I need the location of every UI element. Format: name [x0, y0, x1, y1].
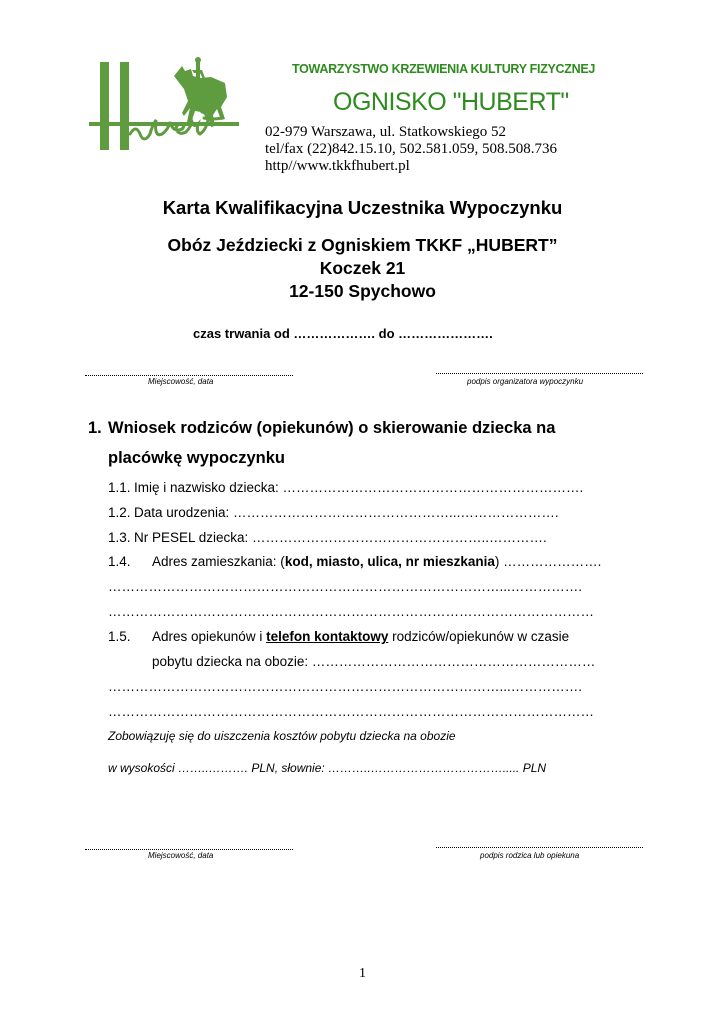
address-line-2: tel/fax (22)842.15.10, 502.581.059, 508.508.736	[265, 141, 558, 157]
item-1-3-number: 1.3.	[108, 530, 131, 545]
address-line-1: 02-979 Warszawa, ul. Statkowskiego 52	[265, 124, 506, 140]
ognisko-name: OGNISKO "HUBERT"	[333, 88, 569, 116]
parent-signature-label: podpis rodzica lub opiekuna	[480, 851, 580, 860]
home-address-dots: ) ………………….	[494, 554, 602, 569]
hubert-logo	[86, 56, 256, 156]
place-date-label-bottom: Miejscowość, data	[148, 851, 214, 860]
section-number: 1.	[88, 419, 102, 437]
signature-line-organizer	[436, 373, 643, 374]
item-1-4-number: 1.4.	[108, 554, 131, 569]
home-address-label: Adres zamieszkania: (	[152, 554, 285, 569]
address-dots-line-2: ………………………………………………………………………………………………	[108, 604, 594, 619]
address-dots-line-1: ……………………………………………………………………………...…………….	[108, 579, 583, 594]
section-heading-line1: Wniosek rodziców (opiekunów) o skierowanie dziecka na	[108, 419, 556, 437]
document-title: Karta Kwalifikacyjna Uczestnika Wypoczynku	[162, 197, 563, 218]
camp-street: Koczek 21	[319, 258, 406, 278]
item-1-5-number: 1.5.	[108, 629, 131, 644]
cost-commitment-line1: Zobowiązuję się do uiszczenia kosztów pobytu dziecka na obozie	[108, 729, 456, 743]
pesel-field: Nr PESEL dziecka: ……………………………………………..………….	[134, 530, 547, 545]
guardian-address-label-rest: rodziców/opiekunów w czasie	[388, 629, 570, 644]
child-name-field: Imię i nazwisko dziecka: ………………………………………………………….	[134, 480, 584, 495]
guardian-address-label: Adres opiekunów i	[152, 629, 267, 644]
item-1-2-number: 1.2.	[108, 505, 131, 520]
page-number: 1	[359, 966, 366, 981]
place-date-label: Miejscowość, data	[148, 377, 214, 386]
home-address-field	[152, 554, 601, 569]
guardian-address-line2: pobytu dziecka na obozie: ………………………………………………………	[152, 654, 596, 669]
organizer-signature-label: podpis organizatora wypoczynku	[467, 377, 584, 386]
guardian-dots-line-2: ………………………………………………………………………………………………	[108, 704, 594, 719]
camp-name: Obóz Jeździecki z Ogniskiem TKKF „HUBERT”	[167, 235, 558, 255]
home-address-format: kod, miasto, ulica, nr mieszkania	[284, 554, 495, 569]
signature-line-parent	[436, 847, 643, 848]
address-line-3: http//www.tkkfhubert.pl	[265, 158, 410, 174]
duration-line: czas trwania od ………………. do ………………….	[193, 326, 493, 341]
item-1-1-number: 1.1.	[108, 480, 131, 495]
guardian-address-field	[152, 629, 569, 644]
section-heading-line2: placówkę wypoczynku	[108, 449, 285, 467]
guardian-dots-line-1: ……………………………………………………………………………...…………….	[108, 679, 583, 694]
camp-city: 12-150 Spychowo	[289, 281, 436, 301]
organization-name: TOWARZYSTWO KRZEWIENIA KULTURY FIZYCZNEJ	[292, 62, 596, 76]
contact-phone-emphasis: telefon kontaktowy	[266, 629, 389, 644]
signature-line-place-date-bottom	[85, 849, 293, 850]
signature-line-place-date	[85, 375, 293, 376]
birth-date-field: Data urodzenia: …………………………………………...………………….	[134, 505, 559, 520]
cost-commitment-line2: w wysokości ……..………. PLN, słownie: ………..……………………………..... PLN	[108, 761, 547, 775]
